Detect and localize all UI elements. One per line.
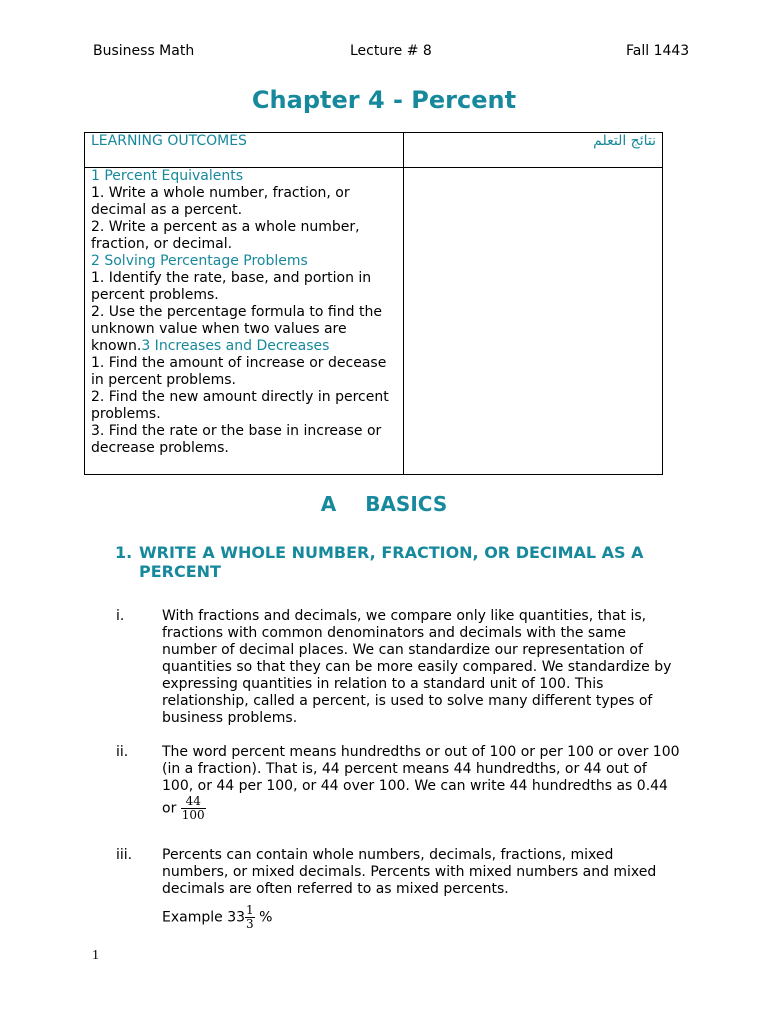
outcome-item: 1. Write a whole number, fraction, or decimal as a percent.: [91, 185, 350, 218]
header-term: Fall 1443: [626, 43, 690, 59]
outcome-section-title: 1 Percent Equivalents: [91, 168, 244, 184]
outcome-section-title: 2 Solving Percentage Problems: [91, 253, 308, 269]
header-lecture: Lecture # 8: [350, 43, 432, 59]
outcomes-header-ar: [404, 133, 663, 168]
outcomes-arabic-cell: [404, 168, 663, 475]
outcome-item-text: 2. Use the percentage formula to find the unknown value when two values are known.: [91, 304, 382, 354]
item-paragraph: [162, 744, 682, 822]
item-number: iii.: [116, 847, 133, 863]
subheading-number: 1.: [115, 543, 133, 562]
subheading-text: WRITE A WHOLE NUMBER, FRACTION, OR DECIMAL AS A PERCENT: [139, 543, 644, 581]
outcomes-header-en: LEARNING OUTCOMES: [85, 133, 404, 168]
item-paragraph-text: Percents can contain whole numbers, decimals, fractions, mixed numbers, or mixed decimals. Percents with mixed numbers and mixed decimals are often referred to as mixed percents.: [162, 847, 657, 897]
learning-outcomes-table: [84, 132, 663, 475]
page-title: Chapter 4 - Percent: [251, 86, 517, 114]
page-number: 1: [92, 948, 99, 963]
outcome-item: 2. Find the new amount directly in percent problems.: [91, 389, 389, 422]
item-paragraph-text: The word percent means hundredths or out of 100 or per 100 or over 100 (in a fraction). That is, 44 percent means 44 hundredths, or 44 out of 100, or 44 per 100, or 44 over 100. We can write 44 hundredths as 0.44 or: [162, 744, 680, 817]
fraction-denominator: 100: [181, 808, 205, 822]
item-number: ii.: [116, 744, 129, 760]
outcome-item: 2. Write a percent as a whole number, fraction, or decimal.: [91, 219, 360, 252]
fraction-44-over-100: [181, 795, 206, 822]
outcome-item: 1. Identify the rate, base, and portion in percent problems.: [91, 270, 372, 303]
example-suffix: %: [254, 909, 273, 926]
outcomes-list-cell: [85, 168, 404, 475]
fraction-numerator: 44: [185, 794, 201, 808]
outcome-item: [91, 304, 397, 355]
outcomes-header-ar-text: نتائج التعلم: [593, 133, 656, 149]
fraction-1-over-3: [245, 904, 255, 931]
item-paragraph: With fractions and decimals, we compare only like quantities, that is, fractions with common denominators and decimals with the same number of decimal places. We can standardize our representation of quantities so that they can be more easily compared. We standardize by expressing quantities in relation to a standard unit of 100. This relationship, called a percent, is used to solve many different types of business problems.: [162, 608, 672, 726]
item-paragraph: [162, 847, 682, 931]
outcome-item: 3. Find the rate or the base in increase or decrease problems.: [91, 423, 382, 456]
example-line: [162, 904, 682, 931]
example-label: Example 33: [162, 909, 246, 926]
section-heading: A BASICS: [320, 492, 448, 516]
outcome-section-title: 3 Increases and Decreases: [141, 338, 330, 354]
fraction-denominator: 3: [246, 917, 254, 931]
header-course: Business Math: [93, 43, 195, 59]
outcome-item: 1. Find the amount of increase or decease in percent problems.: [91, 355, 387, 388]
item-number: i.: [116, 608, 125, 624]
fraction-numerator: 1: [246, 903, 254, 917]
